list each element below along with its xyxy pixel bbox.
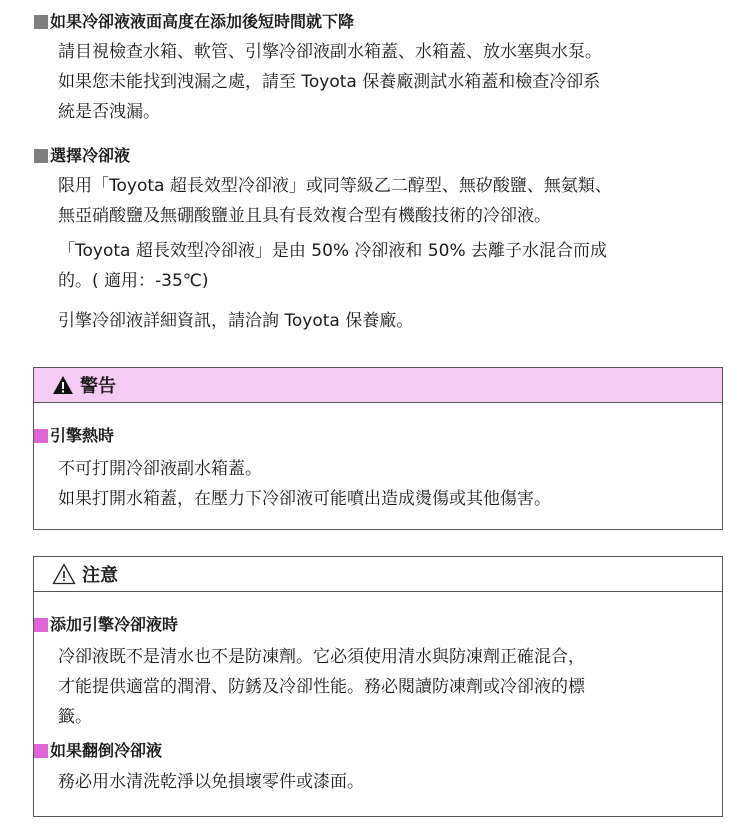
text-line: 的。( 適用：-35℃)	[58, 271, 209, 291]
warning-triangle-icon	[52, 375, 74, 395]
section-heading-coolant-drop	[34, 12, 354, 32]
text-line: 請目視檢查水箱、軟管、引擎冷卻液副水箱蓋、水箱蓋、放水塞與水泵。	[58, 42, 602, 62]
caution-subheading-text: 添加引擎冷卻液時	[50, 615, 179, 634]
warning-subheading-text: 引擎熱時	[50, 426, 115, 445]
caution-body-2	[58, 767, 708, 797]
text-line: 如果打開水箱蓋，在壓力下冷卻液可能噴出造成燙傷或其他傷害。	[58, 489, 551, 509]
caution-box	[33, 556, 723, 817]
text-line: 「Toyota 超長效型冷卻液」是由 50% 冷卻液和 50% 去離子水混合而成	[58, 241, 608, 261]
caution-title: 注意	[82, 565, 118, 586]
text-line: 無亞硝酸鹽及無硼酸鹽並且具有長效複合型有機酸技術的冷卻液。	[58, 206, 551, 226]
pink-square-bullet	[34, 744, 48, 758]
caution-triangle-icon	[52, 563, 76, 585]
text-line: 籤。	[58, 707, 92, 727]
text-line: 冷卻液既不是清水也不是防凍劑。它必須使用清水與防凍劑正確混合，	[58, 647, 585, 667]
warning-header	[34, 368, 722, 403]
text-line: 如果您未能找到洩漏之處，請至 Toyota 保養廠測試水箱蓋和檢查冷卻系	[58, 72, 601, 92]
caution-subheading-text: 如果翻倒冷卻液	[50, 741, 163, 760]
section2-paragraph-1	[58, 171, 718, 231]
text-line: 務必用水清洗乾淨以免損壞零件或漆面。	[58, 772, 364, 792]
caution-subheading-1	[34, 615, 178, 635]
caution-body-1	[58, 642, 708, 732]
text-line: 引擎冷卻液詳細資訊，請洽詢 Toyota 保養廠。	[58, 311, 414, 331]
warning-box	[33, 367, 723, 530]
warning-body	[58, 454, 708, 514]
text-line: 統是否洩漏。	[58, 102, 160, 122]
section-heading-text: 如果冷卻液液面高度在添加後短時間就下降	[50, 12, 355, 31]
gray-square-bullet	[34, 15, 48, 29]
section1-paragraph	[58, 37, 718, 127]
pink-square-bullet	[34, 429, 48, 443]
gray-square-bullet	[34, 149, 48, 163]
section2-paragraph-3	[58, 306, 718, 336]
caution-header	[34, 557, 722, 592]
section-heading-text: 選擇冷卻液	[50, 146, 131, 165]
section2-paragraph-2	[58, 236, 718, 296]
caution-subheading-2	[34, 741, 162, 761]
warning-title: 警告	[80, 376, 116, 397]
text-line: 限用「Toyota 超長效型冷卻液」或同等級乙二醇型、無矽酸鹽、無氨類、	[58, 176, 612, 196]
warning-subheading	[34, 426, 114, 446]
section-heading-select-coolant	[34, 146, 130, 166]
text-line: 才能提供適當的潤滑、防銹及冷卻性能。務必閱讀防凍劑或冷卻液的標	[58, 677, 585, 697]
text-line: 不可打開冷卻液副水箱蓋。	[58, 459, 262, 479]
pink-square-bullet	[34, 618, 48, 632]
